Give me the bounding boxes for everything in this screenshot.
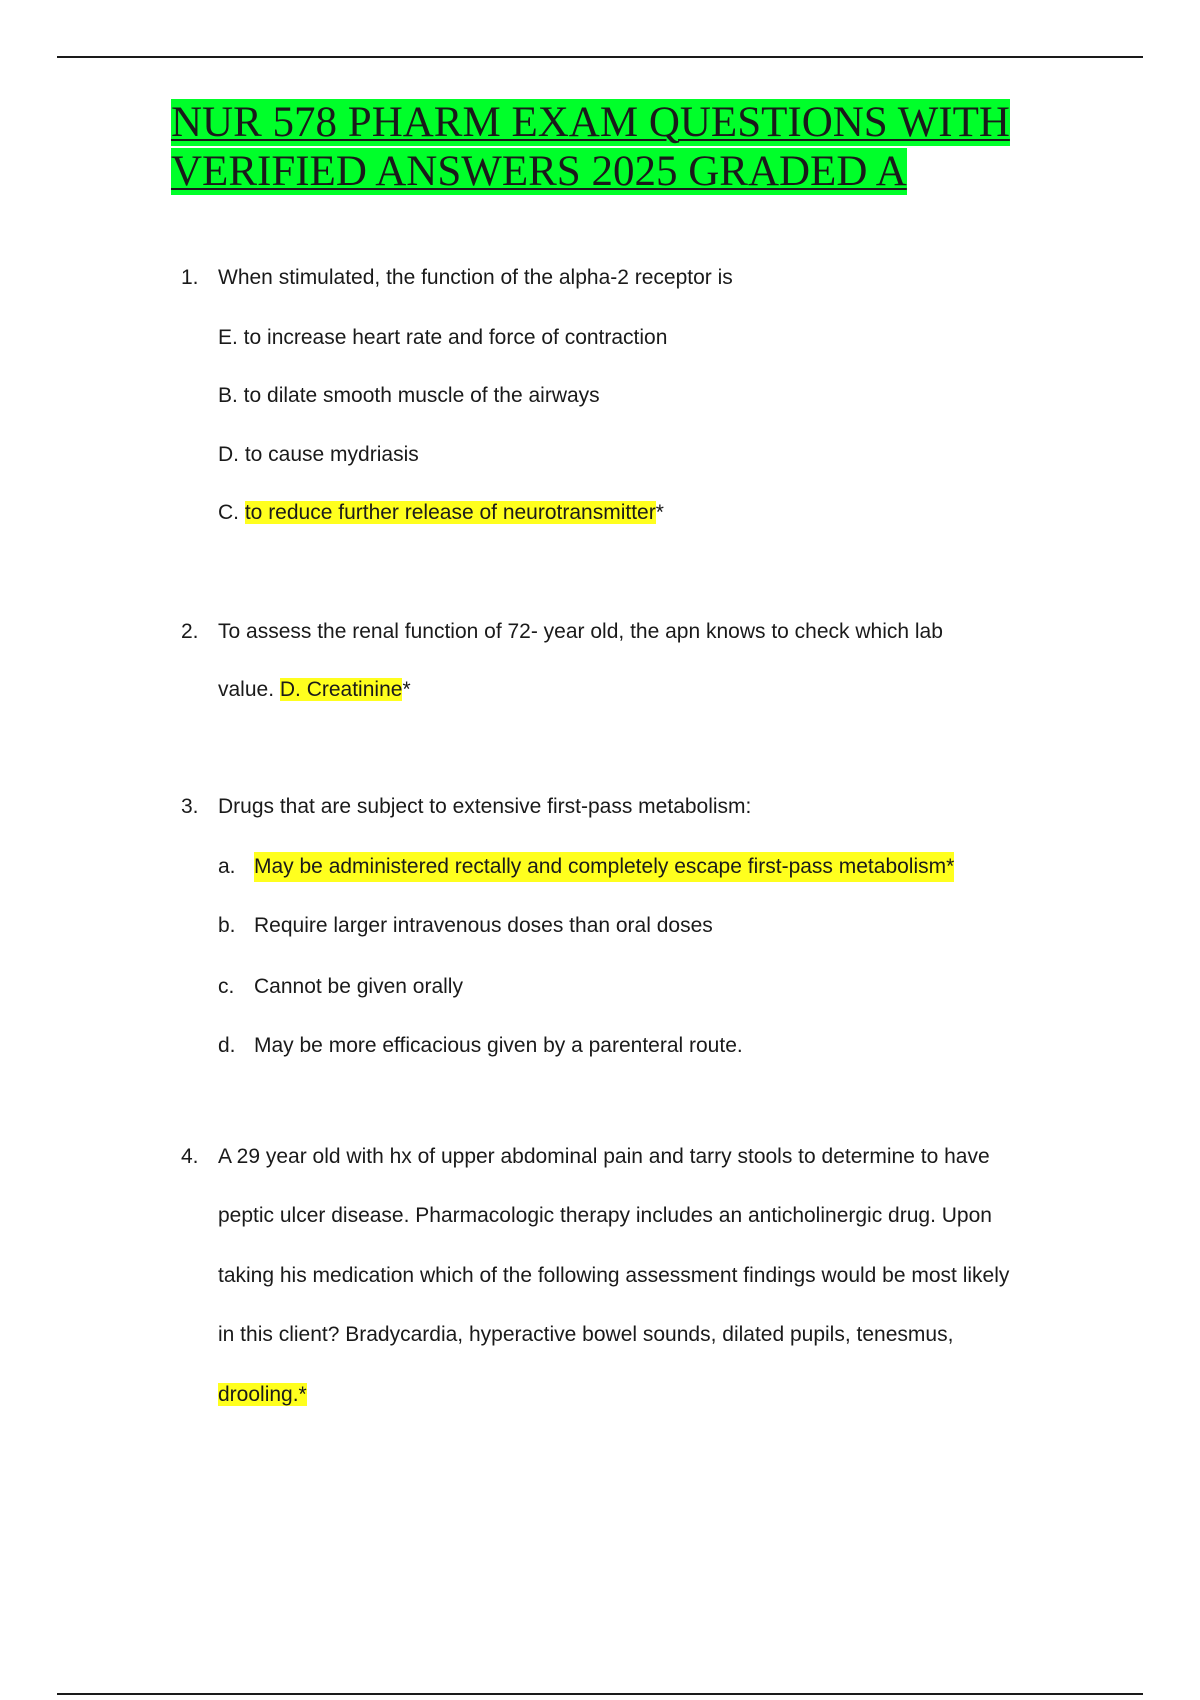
header-rule	[57, 56, 1143, 58]
option-b: B. to dilate smooth muscle of the airways	[218, 384, 600, 407]
option-prefix: C.	[218, 501, 245, 524]
option-d: D. to cause mydriasis	[218, 443, 419, 466]
question-number: 4.	[181, 1145, 199, 1168]
question-number: 1.	[181, 266, 199, 289]
option-letter: a.	[218, 855, 236, 878]
option-letter: b.	[218, 914, 236, 937]
question-stem: When stimulated, the function of the alpha-2 receptor is	[218, 266, 733, 289]
option-text: Cannot be given orally	[254, 975, 463, 998]
question-stem: To assess the renal function of 72- year old, the apn knows to check which lab	[218, 620, 943, 643]
option-text: May be more efficacious given by a parenteral route.	[254, 1034, 743, 1057]
correct-answer-highlight: May be administered rectally and completely escape first-pass metabolism*	[254, 852, 954, 882]
question-stem-line-2: peptic ulcer disease. Pharmacologic therapy includes an anticholinergic drug. Upon	[218, 1204, 992, 1227]
option-e: E. to increase heart rate and force of contraction	[218, 326, 668, 349]
question-stem: Drugs that are subject to extensive first-pass metabolism:	[218, 795, 752, 818]
option-c-correct	[218, 498, 664, 528]
correct-answer-highlight: to reduce further release of neurotransmitter	[244, 501, 656, 524]
question-stem: A 29 year old with hx of upper abdominal pain and tarry stools to determine to have	[218, 1145, 990, 1168]
answer-line	[218, 1380, 307, 1410]
title-line-1: NUR 578 PHARM EXAM QUESTIONS WITH	[171, 99, 1010, 146]
document-title	[171, 98, 1071, 196]
question-number: 3.	[181, 795, 199, 818]
option-letter: c.	[218, 975, 235, 998]
correct-answer-highlight: D. Creatinine	[279, 678, 403, 701]
answer-mark: *	[402, 678, 411, 701]
question-2-stem-line-2	[218, 675, 411, 705]
question-stem-line-3: taking his medication which of the following assessment findings would be most likely	[218, 1264, 1010, 1287]
title-line-2: VERIFIED ANSWERS 2025 GRADED A	[171, 148, 907, 195]
correct-answer-highlight: drooling.*	[218, 1383, 307, 1406]
answer-mark: *	[655, 501, 664, 524]
question-stem-line-4: in this client? Bradycardia, hyperactive bowel sounds, dilated pupils, tenesmus,	[218, 1323, 954, 1346]
option-letter: d.	[218, 1034, 236, 1057]
question-number: 2.	[181, 620, 199, 643]
question-stem-continued: value.	[218, 678, 280, 701]
option-text: Require larger intravenous doses than oral doses	[254, 914, 713, 937]
footer-rule	[57, 1693, 1143, 1695]
